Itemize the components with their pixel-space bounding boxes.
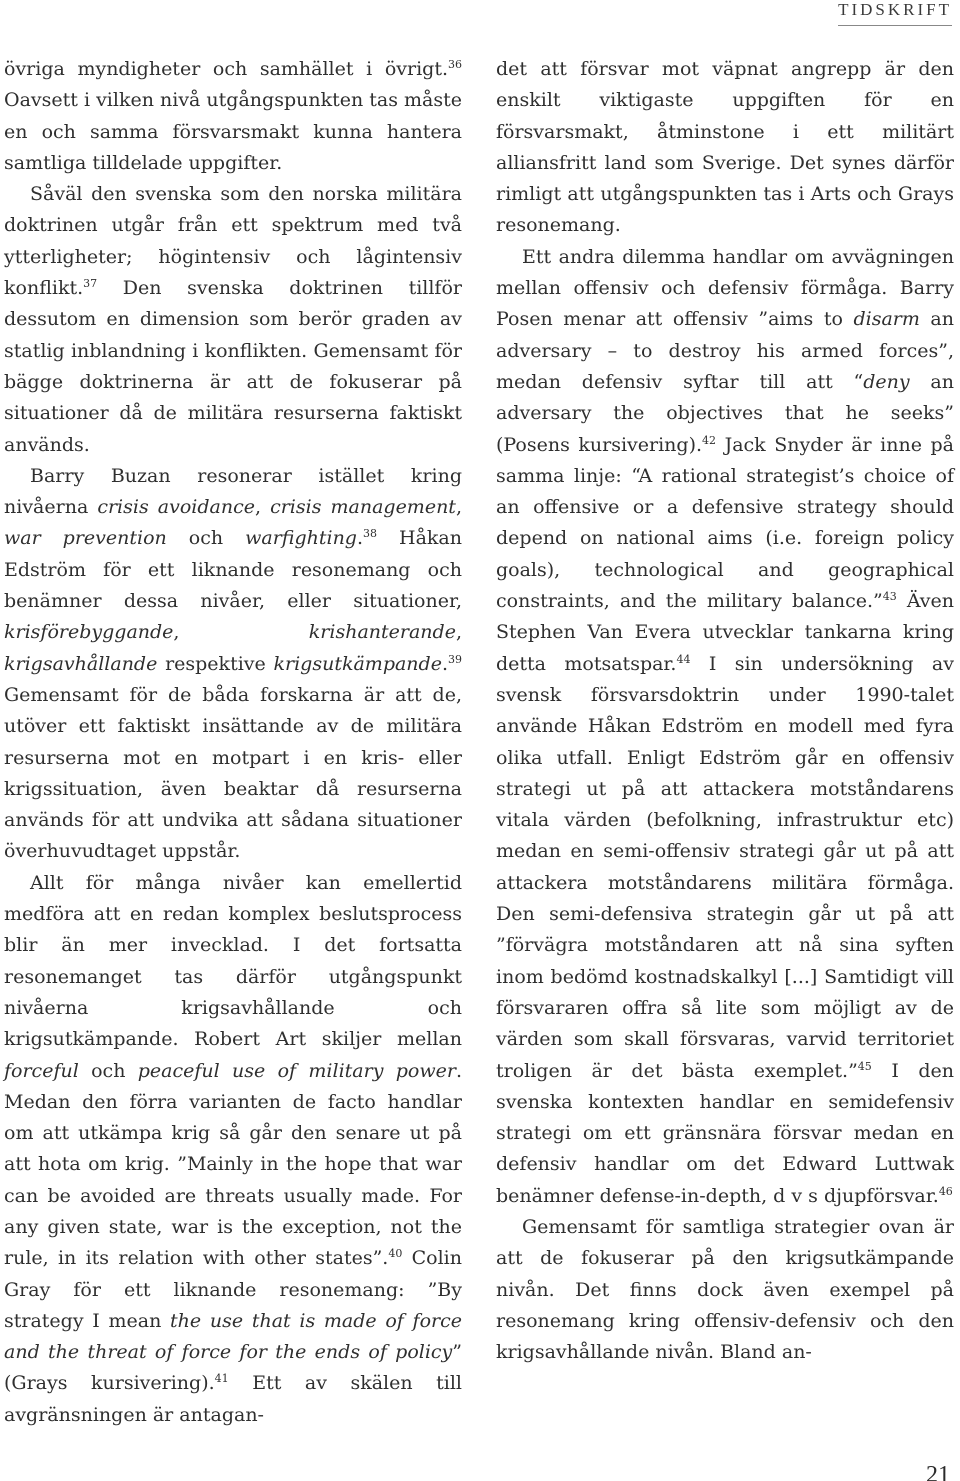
italic-term: deny [863, 370, 910, 393]
text-run: Jack Snyder är inne på samma linje: “A rational strategist’s choice of an offensive or a defensive strategy should depend on national aims (i.e. foreign policy goals), technological and geographical constraints, and the military balance.” [496, 433, 955, 613]
page-number: 21 [926, 1462, 950, 1481]
paragraph [496, 1212, 954, 1368]
text-run: . [356, 527, 364, 550]
text-run: , [455, 496, 462, 519]
text-run: ” (Grays kursivering). [4, 1341, 462, 1395]
text-run: Ett av skälen till avgränsningen är antagan- [4, 1372, 462, 1426]
italic-quote: the use that is made of force and the threat of force for the ends of policy [4, 1309, 462, 1364]
text-run: övriga myndigheter och samhället i övrigt. [4, 58, 448, 80]
text-run: Allt för många nivåer kan emellertid medföra att en redan komplex beslutsprocess blir än mer invecklad. I det fortsatta resonemanget tas därför utgångspunkt nivåerna krigsavhållande och krigsutkämpande. Robert Art skiljer mellan [4, 871, 462, 1051]
text-run: I sin undersökning av svensk försvarsdoktrin under 1990-talet använde Håkan Edström en modell med fyra olika utfall. Enligt Edström går en offensiv strategi ut på att attackera motståndarens vitala värden (befolkning, infrastruktur etc) medan en semi-offensiv strategi går ut på att attackera motståndarens militära förmåga. Den semi-defensiva strategin går ut på att ”förvägra motståndaren att nå sina syften inom bedömd kostnadskalkyl [...] Samtidigt vill försvararen offra så lite som möjligt av de värden som skall försvaras, varvid territoriet troligen är det bästa exemplet.” [496, 652, 954, 1082]
footnote-ref[interactable]: 39 [448, 652, 462, 666]
running-header: TIDSKRIFT [838, 0, 952, 26]
footnote-ref[interactable]: 37 [83, 277, 98, 291]
text-run: , [173, 621, 309, 644]
text-run: Gemensamt för de båda forskarna är att de, utöver ett faktiskt insättande av de militära resurserna mot en motpart i en kris- eller krigssituation, även beaktar då resurserna används för att undvika att sådana situationer överhuvudtaget uppstår. [4, 683, 462, 863]
text-run: , [254, 496, 271, 519]
text-run: an adversary – to destroy his armed forces”, medan defensiv syftar till att “ [496, 308, 954, 393]
right-column [496, 54, 954, 1368]
text-run: Även Stephen Van Evera utvecklar tankarna kring detta motsatspar. [496, 590, 954, 675]
italic-term: peaceful use of military power [137, 1059, 456, 1082]
italic-term: krigsutkämpande [273, 652, 442, 675]
italic-term: disarm [853, 308, 920, 331]
footnote-ref[interactable]: 36 [448, 58, 462, 71]
footnote-ref[interactable]: 40 [388, 1247, 403, 1261]
footnote-ref[interactable]: 43 [882, 590, 897, 604]
paragraph [496, 54, 954, 242]
italic-term: krishanterande [308, 621, 456, 644]
paragraph [4, 179, 462, 461]
text-run: Oavsett i vilken nivå utgångspunkten tas måste en och samma försvarsmakt kunna hantera samtliga tilldelade uppgifter. [4, 89, 462, 174]
paragraph [4, 54, 462, 179]
italic-term: krisförebyggande [4, 621, 174, 644]
text-run: Den svenska doktrinen tillför dessutom en dimension som berör graden av statlig inblandning i konflikten. Gemensamt för bägge doktrinerna är att de fokuserar på situationer då de militära resurserna faktiskt används. [4, 277, 462, 456]
italic-term: crisis management [270, 496, 456, 519]
paragraph [4, 868, 462, 1431]
footnote-ref[interactable]: 45 [857, 1059, 872, 1073]
text-run: och [166, 527, 246, 550]
text-run: respektive [157, 652, 274, 675]
italic-term: warfighting [245, 527, 357, 550]
italic-term: krigsavhållande [4, 652, 158, 675]
italic-term: forceful [4, 1059, 79, 1082]
italic-term: crisis avoidance [97, 496, 255, 519]
text-run: Gemensamt för samtliga strategier ovan är att de fokuserar på den krigsutkämpande nivån. Det finns dock även exempel på resonemang kring offensiv-defensiv och den krigsavhållande nivån. Bland an- [496, 1215, 954, 1364]
text-run: det att försvar mot väpnat angrepp är den enskilt viktigaste uppgiften för en försvarsmakt, åtminstone i ett militärt alliansfritt land som Sverige. Det synes därför rimligt att utgångspunkten tas i Arts och Grays resonemang. [496, 58, 954, 237]
text-run: , [455, 621, 462, 644]
footnote-ref[interactable]: 38 [363, 527, 378, 541]
footnote-ref[interactable]: 42 [702, 433, 717, 447]
text-run: Colin Gray för ett liknande resonemang: ”By strategy I mean [4, 1247, 462, 1332]
footnote-ref[interactable]: 46 [938, 1184, 953, 1198]
paragraph [4, 461, 462, 868]
italic-term: war prevention [4, 527, 167, 550]
text-run: . [441, 652, 448, 675]
footnote-ref[interactable]: 44 [676, 652, 691, 666]
text-run: . Medan den förra varianten de facto handlar om att utkämpa krig så går den senare ut på att hota om krig. ”Mainly in the hope that war can be avoided are threats usually made. For any given state, war is the exception, not the rule, in its relation with other states”. [4, 1059, 462, 1270]
paragraph [496, 242, 954, 1212]
text-run: Såväl den svenska som den norska militära doktrinen utgår från ett spektrum med två ytterligheter; högintensiv och lågintensiv konflikt. [4, 183, 462, 300]
text-run: an adversary the objectives that he seeks” (Posens kursivering). [496, 370, 954, 456]
text-run: Håkan Edström för ett liknande resonemang och benämner dessa nivåer, eller situationer, [4, 527, 462, 613]
text-run: och [78, 1059, 138, 1082]
text-run: Barry Buzan resonerar istället kring nivåerna [4, 464, 462, 519]
footnote-ref[interactable]: 41 [214, 1372, 229, 1386]
left-column [4, 54, 462, 1431]
text-run: I den svenska kontexten handlar en semidefensiv strategi om ett gränsnära försvar medan en defensiv handlar om det Edward Luttwak benämner defense-in-depth, d v s djupförsvar. [496, 1059, 954, 1207]
text-run: Ett andra dilemma handlar om avvägningen mellan offensiv och defensiv förmåga. Barry Posen menar att offensiv ”aims to [496, 245, 954, 331]
